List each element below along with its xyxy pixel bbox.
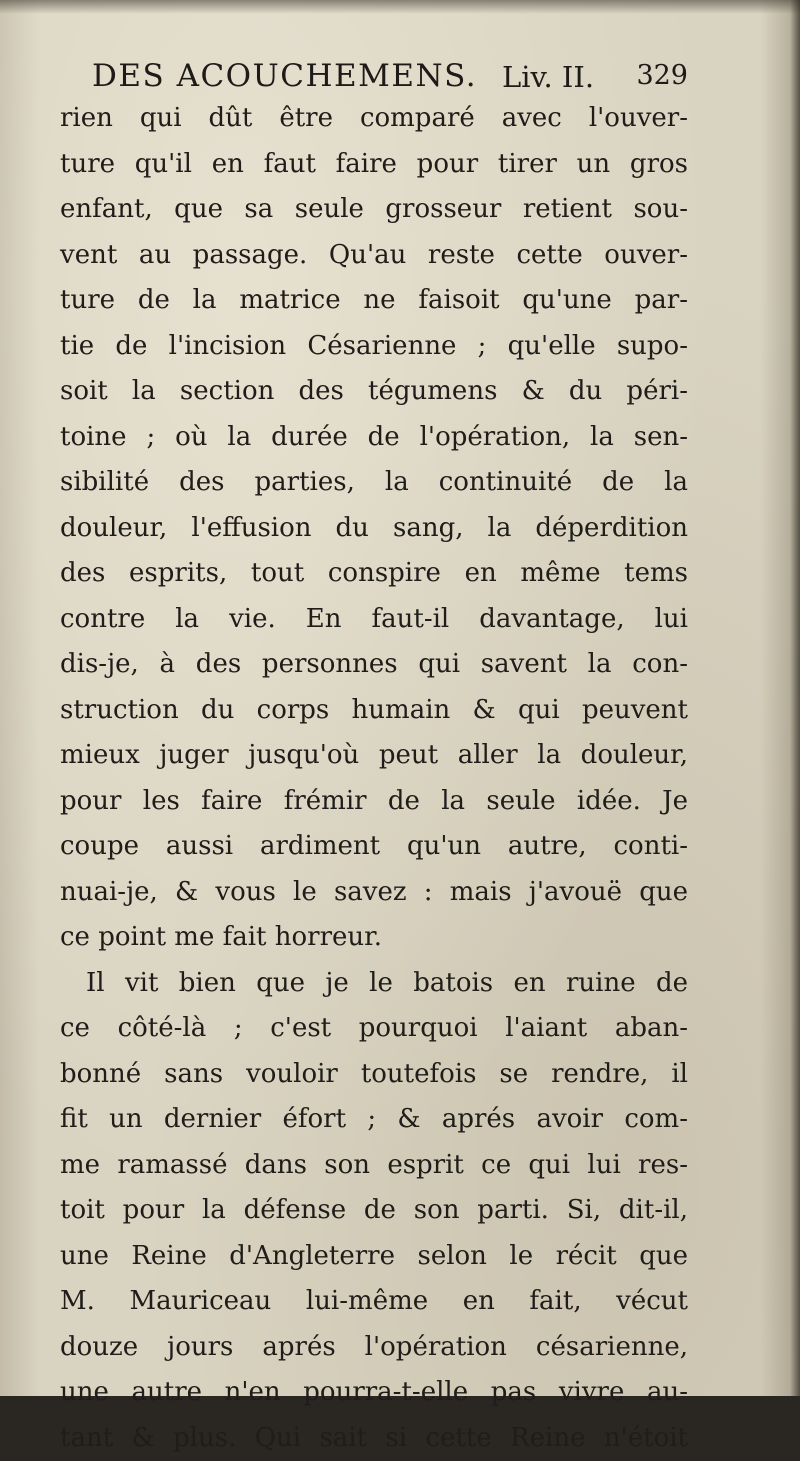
text-line: me ramassé dans son esprit ce qui lui res-: [60, 1143, 688, 1189]
text-line: tant & plus. Qui sait si cette Reine n'étoit: [60, 1416, 688, 1461]
text-line: tie de l'incision Césarienne ; qu'elle supo-: [60, 324, 688, 370]
text-line: struction du corps humain & qui peuvent: [60, 688, 688, 734]
text-line: pour les faire frémir de la seule idée. Je: [60, 779, 688, 825]
page-number: 329: [636, 60, 688, 91]
text-line: soit la section des tégumens & du péri-: [60, 369, 688, 415]
text-line: une Reine d'Angleterre selon le récit que: [60, 1234, 688, 1280]
book-reference: Liv. II.: [502, 60, 594, 94]
text-line: sibilité des parties, la continuité de la: [60, 460, 688, 506]
text-line: M. Mauriceau lui-même en fait, vécut: [60, 1279, 688, 1325]
paragraph-start-line: Il vit bien que je le batois en ruine de: [60, 961, 688, 1007]
text-line: douze jours aprés l'opération césarienne,: [60, 1325, 688, 1371]
text-line: coupe aussi ardiment qu'un autre, conti-: [60, 824, 688, 870]
text-line: ture qu'il en faut faire pour tirer un gros: [60, 142, 688, 188]
text-line: contre la vie. En faut-il davantage, lui: [60, 597, 688, 643]
text-line: fit un dernier éfort ; & aprés avoir com-: [60, 1097, 688, 1143]
paragraph-end-line: ce point me fait horreur.: [60, 915, 688, 961]
text-line: enfant, que sa seule grosseur retient sou-: [60, 187, 688, 233]
text-line: nuai-je, & vous le savez : mais j'avouë que: [60, 870, 688, 916]
page-right-edge-shadow: [790, 0, 800, 1396]
text-line: des esprits, tout conspire en même tems: [60, 551, 688, 597]
running-title: DES ACOUCHEMENS.: [92, 58, 477, 94]
page-top-edge-shadow: [0, 0, 800, 14]
text-line: ture de la matrice ne faisoit qu'une par-: [60, 278, 688, 324]
body-text: [60, 96, 688, 1461]
text-line: rien qui dût être comparé avec l'ouver-: [60, 96, 688, 142]
text-line: vent au passage. Qu'au reste cette ouver-: [60, 233, 688, 279]
text-line: dis-je, à des personnes qui savent la con-: [60, 642, 688, 688]
text-line: douleur, l'effusion du sang, la déperdition: [60, 506, 688, 552]
text-line: toit pour la défense de son parti. Si, dit-il,: [60, 1188, 688, 1234]
text-line: toine ; où la durée de l'opération, la sen-: [60, 415, 688, 461]
text-line: une autre n'en pourra-t-elle pas vivre au-: [60, 1370, 688, 1416]
text-line: mieux juger jusqu'où peut aller la douleur,: [60, 733, 688, 779]
text-line: bonné sans vouloir toutefois se rendre, il: [60, 1052, 688, 1098]
text-line: ce côté-là ; c'est pourquoi l'aiant aban-: [60, 1006, 688, 1052]
